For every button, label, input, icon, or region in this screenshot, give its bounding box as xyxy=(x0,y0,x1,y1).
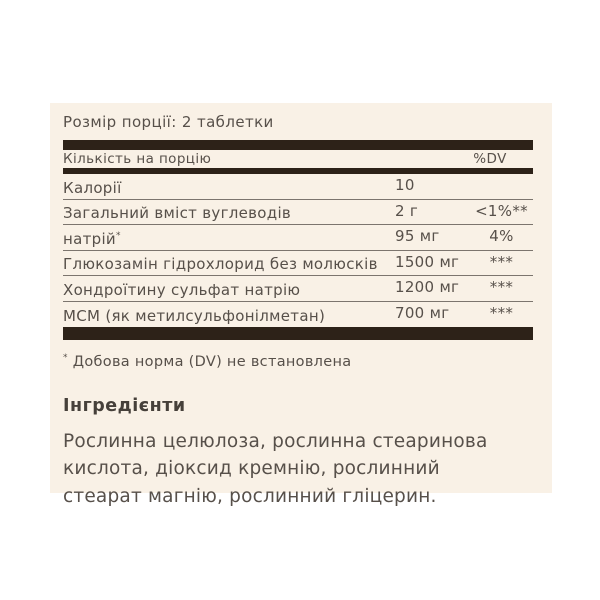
ingredients-paragraph: Рослинна целюлоза, рослинна стеаринова кислота, діоксид кремнію, рослинний стеарат магнію, рослинний гліцерин. xyxy=(63,430,488,507)
nutrient-amount: 95 мг xyxy=(395,227,440,245)
nutrient-name: Хондроїтину сульфат натрію xyxy=(63,280,301,299)
serving-size: Розмір порції: 2 таблетки xyxy=(63,113,274,131)
nutrient-dv: 4% xyxy=(489,227,514,245)
nutrient-name: МСМ (як метилсульфонілметан) xyxy=(63,307,326,325)
nutrient-amount: 1500 мг xyxy=(395,252,460,271)
table-row-calories xyxy=(63,174,533,200)
table-row-msm xyxy=(63,302,533,328)
nutrient-name-text: натрій xyxy=(63,229,116,248)
nutrient-name: Загальний вміст вуглеводів xyxy=(63,204,292,222)
supplement-facts-panel xyxy=(50,103,552,507)
nutrient-dv xyxy=(470,174,533,176)
nutrient-dv: *** xyxy=(489,252,514,271)
dv-header: %DV xyxy=(473,151,507,167)
amount-per-serving-header: Кількість на порцію xyxy=(63,151,212,167)
nutrient-amount: 2 г xyxy=(395,201,419,220)
footnote-marker: * xyxy=(63,353,68,363)
nutrient-name xyxy=(63,230,395,250)
dv-footnote-text: Добова норма (DV) не встановлена xyxy=(72,353,352,370)
nutrient-dv: *** xyxy=(489,278,514,296)
table-row-chondroitin xyxy=(63,276,533,302)
table-row-carbohydrates xyxy=(63,200,533,226)
table-row-glucosamine xyxy=(63,251,533,277)
nutrient-name: Глюкозамін гідрохлорид без молюсків xyxy=(63,255,378,273)
nutrient-amount: 1200 мг xyxy=(395,278,460,296)
nutrient-dv: <1%** xyxy=(475,201,528,220)
supplement-facts-content xyxy=(63,103,533,510)
divider-bar-bottom xyxy=(63,327,533,340)
nutrient-name: Калорії xyxy=(63,178,122,197)
table-row-sodium xyxy=(63,225,533,251)
divider-bar-top xyxy=(63,140,533,150)
nutrient-amount: 700 мг xyxy=(395,303,450,322)
nutrient-dv: *** xyxy=(489,303,514,322)
facts-header-row xyxy=(63,150,533,168)
nutrient-amount: 10 xyxy=(395,176,415,194)
dv-footnote xyxy=(63,348,533,372)
footnote-marker: * xyxy=(115,230,121,241)
ingredients-heading: Інгредієнти xyxy=(63,395,186,416)
